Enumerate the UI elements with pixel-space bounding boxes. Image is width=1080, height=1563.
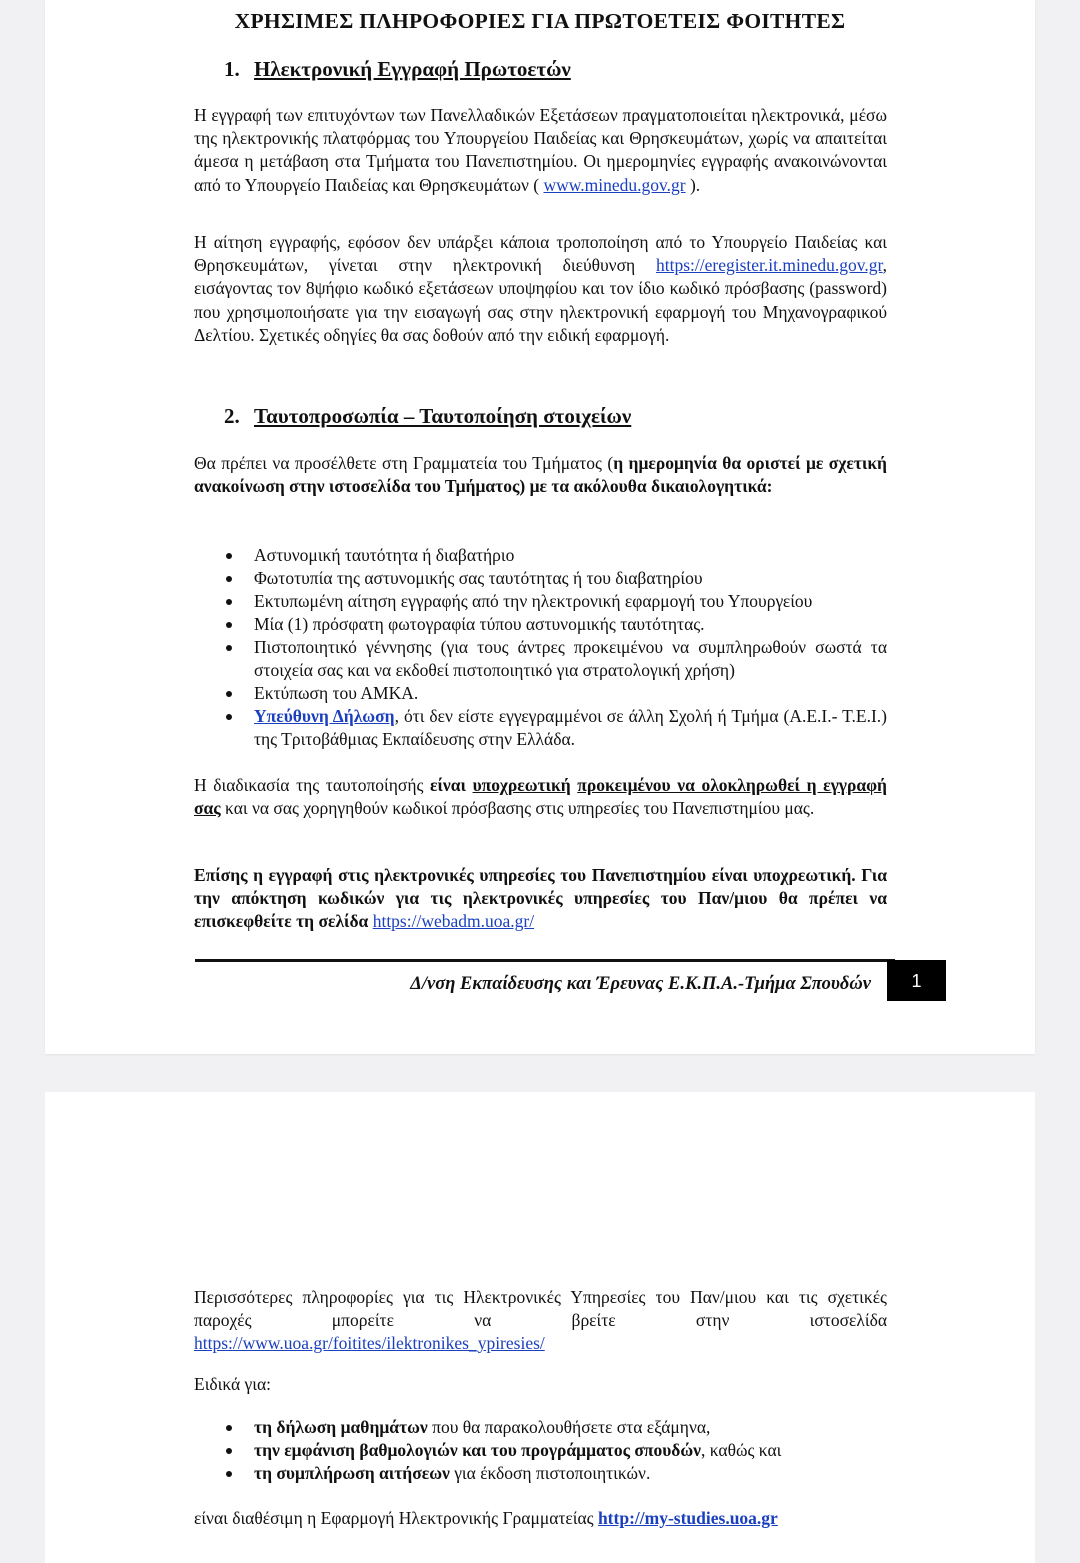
mandatory-text: υποχρεωτική [472, 775, 571, 795]
paragraph-text: Περισσότερες πληροφορίες για τις Ηλεκτρονικές Υπηρεσίες του Παν/μιου και τις σχετικές παροχές μπορείτε να βρείτε στην ιστοσελίδα [194, 1287, 887, 1331]
paragraph-text-end: ). [689, 174, 701, 195]
list-item: την εμφάνιση βαθμολογιών και του προγράμματος σπουδών, καθώς και [194, 1439, 887, 1462]
paragraph-text-end: , εισάγοντας τον 8ψήφιο κωδικό εξετάσεων υποψηφίου και τον ίδιο κωδικό πρόσβασης (password) που χρησιμοποιήσατε για την εισαγωγή σας στην ηλεκτρονική εφαρμογή του Μηχανογραφικού Δελτίου. Σχετικές οδηγίες θα σας δοθούν από την ειδική εφαρμογή. [194, 255, 887, 345]
bullet-icon [226, 1471, 232, 1477]
intro-bold-text: η ημερομηνία θα οριστεί με σχετική ανακοίνωση στην ιστοσελίδα του Τμήματος) με τα ακόλουθα δικαιολογητικά: [194, 453, 887, 497]
list-item [194, 705, 887, 751]
list-item: τη δήλωση μαθημάτων που θα παρακολουθήσετε στα εξάμηνα, [194, 1416, 887, 1439]
uoa-services-link[interactable]: https://www.uoa.gr/foitites/ilektronikes_ypiresies/ [194, 1333, 545, 1354]
documents-list [194, 544, 887, 751]
footer-text: Δ/νση Εκπαίδευσης και Έρευνας Ε.Κ.Π.Α.-Τμήμα Σπουδών [410, 974, 871, 994]
list-item-text: , ότι δεν είστε εγγεγραμμένοι σε άλλη Σχολή ή Τμήμα (Α.Ε.Ι.- Τ.Ε.Ι.) της Τριτοβάθμιας Εκπαίδευσης στην Ελλάδα. [254, 706, 887, 749]
bullet-icon [226, 714, 232, 720]
list-item: Αστυνομική ταυτότητα ή διαβατήριο [194, 544, 887, 567]
document-page-2 [45, 1092, 1035, 1563]
bullet-icon [226, 645, 232, 651]
section-2-heading [224, 404, 631, 429]
section-2-number: 2. [224, 404, 240, 428]
document-title: ΧΡΗΣΙΜΕΣ ΠΛΗΡΟΦΟΡΙΕΣ ΓΙΑ ΠΡΩΤΟΕΤΕΙΣ ΦΟΙΤΗΤΕΣ [234, 9, 846, 33]
document-page-1 [45, 0, 1035, 1054]
bullet-icon [226, 553, 232, 559]
webadm-link[interactable]: https://webadm.uoa.gr/ [372, 911, 535, 932]
bullet-icon [226, 1425, 232, 1431]
paragraph-text-end: και να σας χορηγηθούν κωδικοί πρόσβασης στις υπηρεσίες του Πανεπιστημίου μας. [220, 798, 815, 819]
section-1-number: 1. [224, 57, 240, 81]
paragraph-text: Η αίτηση εγγραφής, εφόσον δεν υπάρξει κάποια τροποποίηση από το Υπουργείο Παιδείας και Θρησκευμάτων, γίνεται στην ηλεκτρονική διεύθυνση [194, 232, 887, 276]
bullet-icon [226, 576, 232, 582]
paragraph-text: Η διαδικασία της ταυτοποίησής [194, 775, 431, 795]
intro-text: Θα πρέπει να προσέλθετε στη Γραμματεία του Τμήματος ( [194, 453, 614, 473]
completion-text: προκειμένου να ολοκληρωθεί η εγγραφή σας [194, 775, 887, 819]
bullet-icon [226, 599, 232, 605]
section-1-paragraph-1 [194, 104, 887, 197]
paragraph-bold-text: είναι [430, 775, 473, 795]
section-2-title: Ταυτοπροσωπία – Ταυτοποίηση στοιχείων [254, 404, 632, 428]
bullet-icon [226, 1448, 232, 1454]
list-item: Πιστοποιητικό γέννησης (για τους άντρες προκειμένου να συμπληρωθούν σωστά τα στοιχεία σας και να εκδοθεί πιστοποιητικό για στρατολογική χρήση) [194, 636, 887, 682]
identification-paragraph [194, 774, 887, 820]
section-1-heading [224, 57, 571, 82]
bullet-icon [226, 691, 232, 697]
page-number: 1 [887, 960, 946, 1001]
section-2-intro [194, 452, 887, 498]
list-item: Μία (1) πρόσφατη φωτογραφία τύπου αστυνομικής ταυτότητας. [194, 613, 887, 636]
more-info-paragraph [194, 1286, 887, 1356]
available-app-paragraph [194, 1507, 887, 1530]
list-item: Εκτυπωμένη αίτηση εγγραφής από την ηλεκτρονική εφαρμογή του Υπουργείου [194, 590, 887, 613]
electronic-services-paragraph [194, 864, 887, 934]
minedu-link[interactable]: www.minedu.gov.gr [543, 174, 686, 195]
list-item: τη συμπλήρωση αιτήσεων για έκδοση πιστοποιητικών. [194, 1462, 887, 1485]
bullet-icon [226, 622, 232, 628]
footer-divider [195, 959, 895, 962]
eregister-link[interactable]: https://eregister.it.minedu.gov.gr [656, 255, 883, 276]
services-list [194, 1416, 887, 1485]
section-1-title: Ηλεκτρονική Εγγραφή Πρωτοετών [254, 57, 571, 81]
list-item: Εκτύπωση του ΑΜΚΑ. [194, 682, 887, 705]
section-1-paragraph-2 [194, 231, 887, 347]
paragraph-bold-text: Επίσης η εγγραφή στις ηλεκτρονικές υπηρεσίες του Πανεπιστημίου είναι υποχρεωτική. Για την απόκτηση κωδικών για τις ηλεκτρονικές υπηρεσίες του Παν/μιου θα πρέπει να επισκεφθείτε τη σελίδα [194, 865, 887, 932]
paragraph-text: είναι διαθέσιμη η Εφαρμογή Ηλεκτρονικής Γραμματείας [194, 1508, 594, 1528]
specifically-label: Ειδικά για: [194, 1374, 272, 1394]
declaration-link[interactable]: Υπεύθυνη Δήλωση [254, 706, 395, 726]
list-item: Φωτοτυπία της αστυνομικής σας ταυτότητας ή του διαβατηρίου [194, 567, 887, 590]
paragraph-text: Η εγγραφή των επιτυχόντων των Πανελλαδικών Εξετάσεων πραγματοποιείται ηλεκτρονικά, μέσω της ηλεκτρονικής πλατφόρμας του Υπουργείου Παιδείας και Θρησκευμάτων, χωρίς να απαιτείται άμεσα η μετάβαση στα Τμήματα του Πανεπιστημίου. Οι ημερομηνίες εγγραφής ανακοινώνονται από το Υπουργείο Παιδείας και Θρησκευμάτων ( [194, 105, 887, 195]
my-studies-link[interactable]: http://my-studies.uoa.gr [597, 1508, 778, 1528]
